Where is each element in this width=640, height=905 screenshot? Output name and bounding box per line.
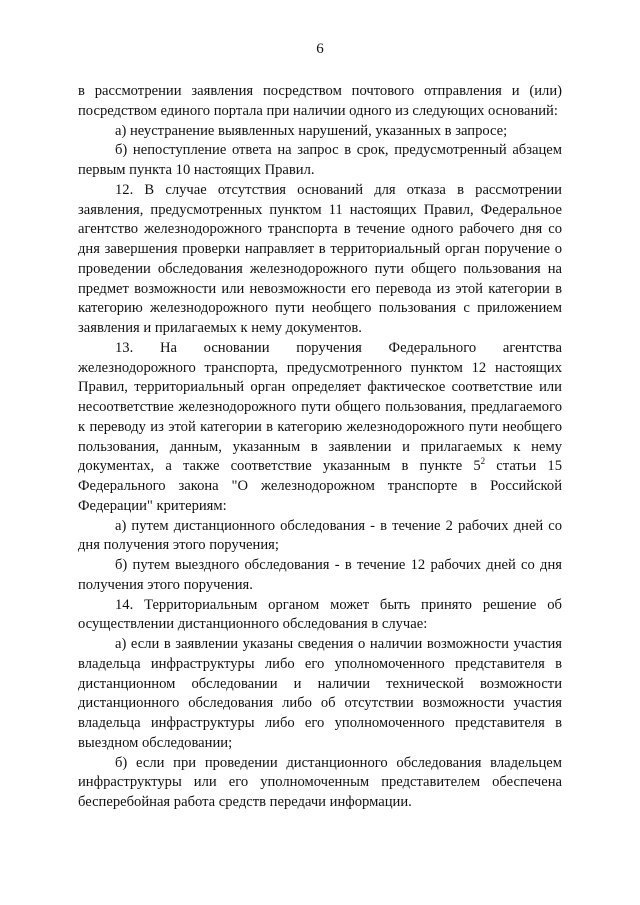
paragraph-13-superscript: 2	[480, 456, 486, 467]
paragraph-14-item-a: а) если в заявлении указаны сведения о наличии возможности участия владельца инфраструктуры либо его уполномоченного представителя в дистанционном обследовании и наличии технической возможности дистанционного обследования либо об отсутствии возможности участия владельца инфраструктуры либо его уполномоченного представителя в выездном обследовании;	[78, 636, 562, 751]
paragraph-item-b: б) непоступление ответа на запрос в срок, предусмотренный абзацем первым пункта 10 настоящих Правил.	[78, 142, 562, 178]
document-body	[78, 82, 562, 813]
paragraph-13-text-after: статьи 15 Федерального закона "О железнодорожном транспорте в Российской Федерации" критериям:	[78, 458, 562, 514]
paragraph-13	[78, 339, 562, 517]
paragraph-12: 12. В случае отсутствия оснований для отказа в рассмотрении заявления, предусмотренных пунктом 11 настоящих Правил, Федеральное агентство железнодорожного транспорта в течение одного рабочего дня со дня завершения проверки направляет в территориальный орган поручение о проведении обследования железнодорожного пути общего пользования на предмет возможности или невозможности его перевода из этой категории в категорию железнодорожного пути необщего пользования с приложением заявления и прилагаемых к нему документов.	[78, 181, 562, 336]
paragraph-continuation: в рассмотрении заявления посредством почтового отправления и (или) посредством единого портала при наличии одного из следующих оснований:	[78, 83, 562, 119]
paragraph-item-a: а) неустранение выявленных нарушений, указанных в запросе;	[115, 122, 508, 139]
paragraph-13-item-b: б) путем выездного обследования - в течение 12 рабочих дней со дня получения этого поручения.	[78, 557, 562, 593]
paragraph-14: 14. Территориальным органом может быть принято решение об осуществлении дистанционного обследования в случае:	[78, 596, 562, 633]
paragraph-13-item-a: а) путем дистанционного обследования - в течение 2 рабочих дней со дня получения этого поручения;	[78, 517, 562, 554]
page-number: 6	[316, 41, 324, 57]
paragraph-13-text-before: 13. На основании поручения Федерального агентства железнодорожного транспорта, предусмотренного пунктом 12 настоящих Правил, территориальный орган определяет фактическое соответствие или несоответствие железнодорожного пути общего пользования, предлагаемого к переводу из этой категории в категорию железнодорожного пути необщего пользования, данным, указанным в заявлении и прилагаемых к нему документах, а также соответствие указанным в пункте 5	[78, 339, 562, 475]
paragraph-14-item-b: б) если при проведении дистанционного обследования владельцем инфраструктуры или его уполномоченным представителем обеспечена бесперебойная работа средств передачи информации.	[78, 754, 562, 810]
